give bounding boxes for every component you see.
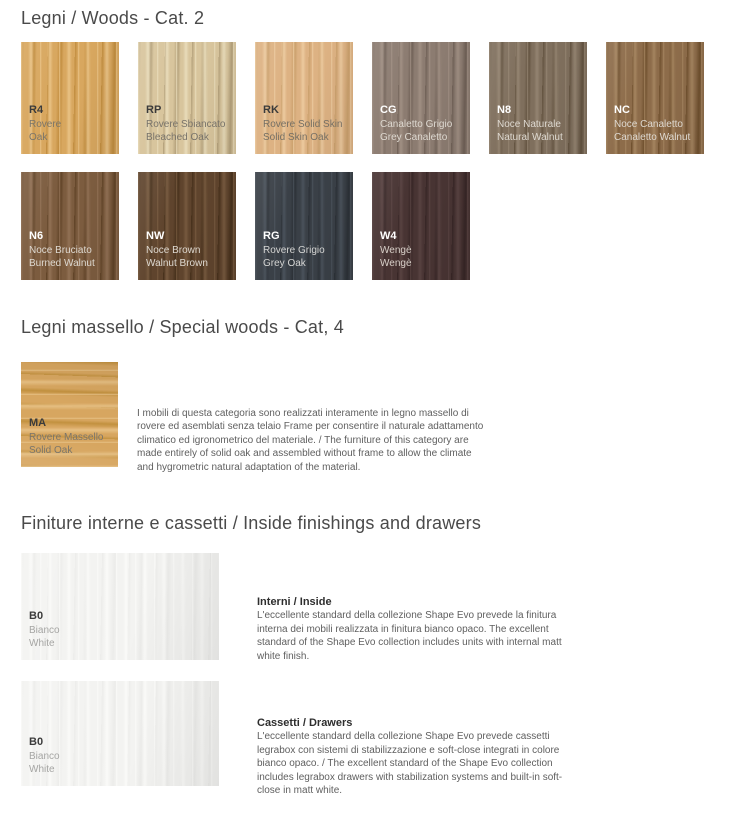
swatch-w4 bbox=[372, 172, 470, 280]
finish-block-inside bbox=[21, 553, 571, 663]
swatch-name-italian: Wengè bbox=[380, 245, 412, 256]
swatch-label bbox=[29, 230, 115, 270]
swatch-name-english: Canaletto Walnut bbox=[614, 132, 691, 143]
swatch-label bbox=[29, 104, 115, 144]
swatch-r4 bbox=[21, 42, 119, 154]
swatch-name-italian: Noce Naturale bbox=[497, 119, 561, 130]
swatch-code: W4 bbox=[380, 230, 397, 242]
finish-block-drawers bbox=[21, 681, 571, 797]
swatch-name-italian: Rovere Solid Skin bbox=[263, 119, 343, 130]
swatch-label bbox=[380, 104, 466, 144]
swatch-nw bbox=[138, 172, 236, 280]
swatch-label bbox=[29, 736, 215, 776]
swatch-label bbox=[146, 230, 232, 270]
woods-row-1 bbox=[21, 42, 704, 154]
swatch-code: CG bbox=[380, 104, 397, 116]
swatch-nc bbox=[606, 42, 704, 154]
finish-text-drawers bbox=[257, 681, 571, 797]
swatch-name-english: Wengè bbox=[380, 258, 412, 269]
swatch-name-italian: Rovere Massello bbox=[29, 432, 104, 443]
swatch-b0-inside bbox=[21, 553, 219, 660]
swatch-cg bbox=[372, 42, 470, 154]
swatch-name-english: Oak bbox=[29, 132, 48, 143]
finish-heading-inside: Interni / Inside bbox=[257, 596, 332, 608]
finish-paragraph-drawers: L'eccellente standard della collezione Shape Evo prevede cassetti legrabox con sistemi di stabilizzazione e soft-close integrati in colore bianco opaco. / The excellent standard of the Shape Evo collection includes legrabox drawers with stabilization systems and built-in soft-close in matt white. bbox=[257, 731, 563, 797]
swatch-code: N6 bbox=[29, 230, 44, 242]
swatch-n6 bbox=[21, 172, 119, 280]
swatch-name-italian: Canaletto Grigio bbox=[380, 119, 453, 130]
swatch-name-english: Grey Oak bbox=[263, 258, 306, 269]
swatch-code: NC bbox=[614, 104, 630, 116]
swatch-name-english: Burned Walnut bbox=[29, 258, 95, 269]
swatch-label bbox=[614, 104, 700, 144]
swatch-code: RG bbox=[263, 230, 280, 242]
swatch-label bbox=[380, 230, 466, 270]
swatch-name-english: White bbox=[29, 764, 55, 775]
swatch-code: B0 bbox=[29, 610, 44, 622]
swatch-code: R4 bbox=[29, 104, 44, 116]
section-title-woods: Legni / Woods - Cat. 2 bbox=[21, 8, 205, 28]
finish-heading-drawers: Cassetti / Drawers bbox=[257, 717, 353, 729]
woods-row-2 bbox=[21, 172, 470, 280]
swatch-label bbox=[29, 610, 215, 650]
swatch-rp bbox=[138, 42, 236, 154]
swatch-name-italian: Rovere Sbiancato bbox=[146, 119, 226, 130]
swatch-label bbox=[263, 230, 349, 270]
swatch-name-english: Bleached Oak bbox=[146, 132, 209, 143]
swatch-ma bbox=[21, 362, 118, 467]
swatch-rk bbox=[255, 42, 353, 154]
swatch-code: B0 bbox=[29, 736, 44, 748]
special-woods-description: I mobili di questa categoria sono realizzati interamente in legno massello di rovere ed asemblati senza telaio Frame per consentire il naturale adattamento climatico ed igronometrico del materiale. / The furniture of this category are made entirely of solid oak and assembled without frame to allow the climate and hygrometric natural adaptation of the material. bbox=[137, 408, 484, 473]
swatch-b0-drawers bbox=[21, 681, 219, 786]
swatch-code: RK bbox=[263, 104, 279, 116]
swatch-label bbox=[263, 104, 349, 144]
swatch-name-italian: Noce Bruciato bbox=[29, 245, 92, 256]
section-title-finishes: Finiture interne e cassetti / Inside finishings and drawers bbox=[21, 513, 482, 533]
swatch-name-italian: Bianco bbox=[29, 625, 60, 636]
swatch-name-english: Natural Walnut bbox=[497, 132, 563, 143]
section-title-special-woods: Legni massello / Special woods - Cat, 4 bbox=[21, 317, 344, 337]
swatch-rg bbox=[255, 172, 353, 280]
swatch-name-italian: Rovere bbox=[29, 119, 62, 130]
swatch-code: NW bbox=[146, 230, 165, 242]
swatch-name-english: White bbox=[29, 638, 55, 649]
swatch-name-english: Walnut Brown bbox=[146, 258, 208, 269]
swatch-code: MA bbox=[29, 417, 47, 429]
swatch-name-italian: Bianco bbox=[29, 751, 60, 762]
swatch-label bbox=[497, 104, 583, 144]
special-woods-row bbox=[21, 362, 489, 474]
swatch-name-english: Solid Oak bbox=[29, 445, 73, 456]
finish-text-inside bbox=[257, 553, 571, 663]
swatch-code: N8 bbox=[497, 104, 512, 116]
finish-paragraph-inside: L'eccellente standard della collezione Shape Evo prevede la finitura interna dei mobili realizzata in finitura bianco opaco. The excellent standard of the Shape Evo collection includes units with internal matt white finish. bbox=[257, 610, 562, 662]
swatch-code: RP bbox=[146, 104, 162, 116]
swatch-name-english: Solid Skin Oak bbox=[263, 132, 329, 143]
swatch-name-italian: Noce Canaletto bbox=[614, 119, 683, 130]
swatch-name-italian: Noce Brown bbox=[146, 245, 201, 256]
swatch-name-italian: Rovere Grigio bbox=[263, 245, 325, 256]
swatch-name-english: Grey Canaletto bbox=[380, 132, 448, 143]
swatch-n8 bbox=[489, 42, 587, 154]
swatch-label bbox=[146, 104, 232, 144]
swatch-label bbox=[29, 417, 114, 457]
